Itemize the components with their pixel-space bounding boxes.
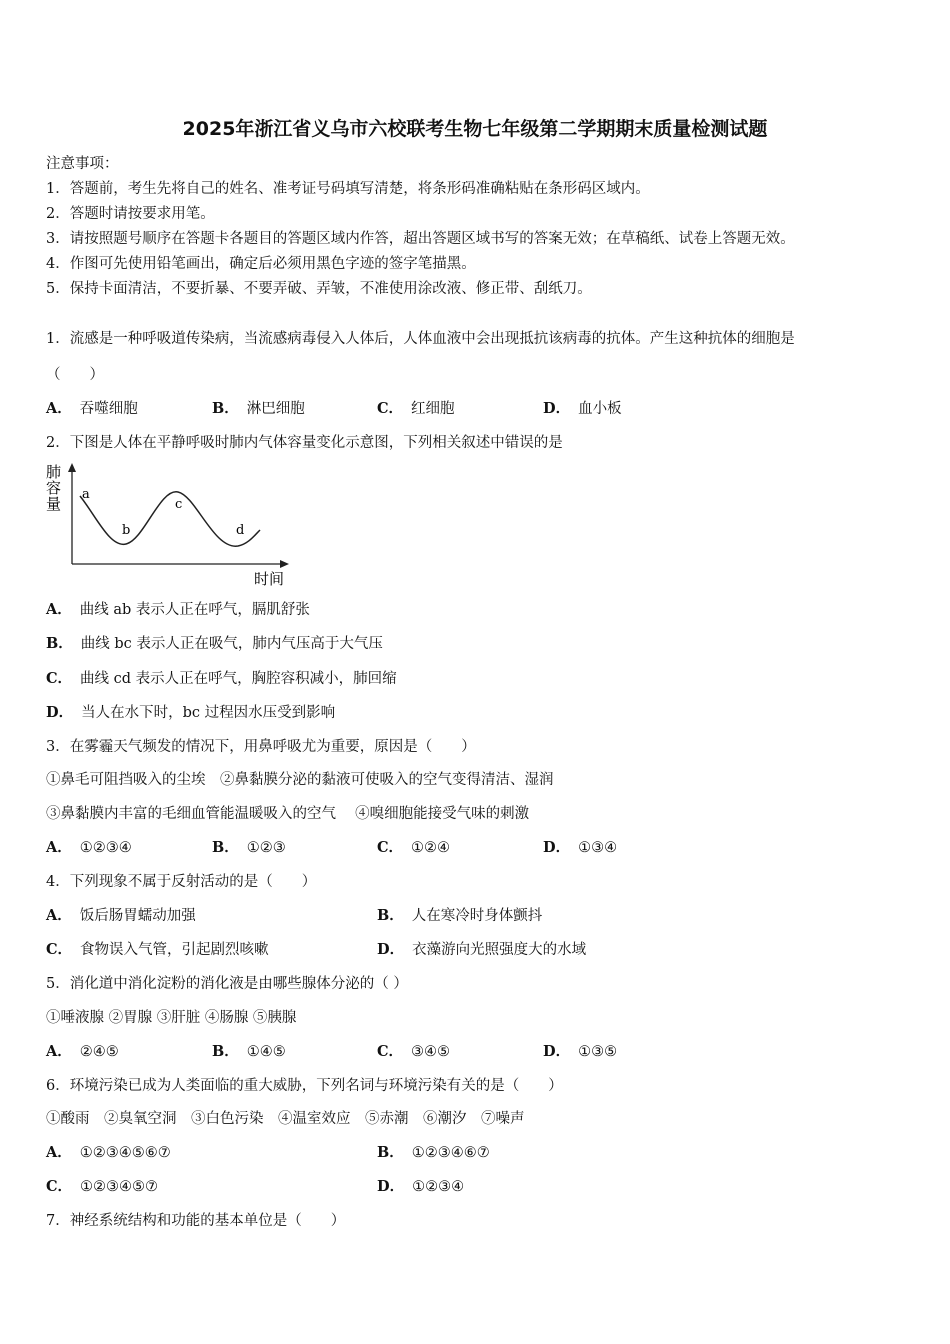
q1-stem-bracket: （ ）	[46, 367, 104, 383]
notice-item-4: 4．作图可先使用铅笔画出，确定后必须用黑色字迹的签字笔描黑。	[46, 256, 476, 272]
q1-option-b: B． 淋巴细胞	[212, 400, 305, 417]
q6-option-c: C． ①②③④⑤⑦	[46, 1178, 159, 1195]
q1-stem: 1．流感是一种呼吸道传染病，当流感病毒侵入人体后，人体血液中会出现抵抗该病毒的抗体。产生这种抗体的细胞是	[46, 331, 795, 347]
notice-item-3: 3．请按照题号顺序在答题卡各题目的答题区域内作答，超出答题区域书写的答案无效；在草稿纸、试卷上答题无效。	[46, 231, 795, 247]
q6-statement-line: ①酸雨 ②臭氧空洞 ③白色污染 ④温室效应 ⑤赤潮 ⑥潮汐 ⑦噪声	[46, 1111, 525, 1127]
q6-option-d: D． ①②③④	[377, 1178, 465, 1195]
q3-option-c: C． ①②④	[377, 839, 451, 856]
ylabel-char-2: 容	[46, 479, 62, 497]
q3-statement-line-2: ③鼻黏膜内丰富的毛细血管能温暖吸入的空气 ④嗅细胞能接受气味的刺激	[46, 806, 530, 822]
point-label-b: b	[122, 523, 131, 538]
q7-stem: 7．神经系统结构和功能的基本单位是（ ）	[46, 1213, 346, 1229]
q2-option-a: A． 曲线 ab 表示人正在呼气，膈肌舒张	[46, 601, 310, 618]
q3-statement-line-1: ①鼻毛可阻挡吸入的尘埃 ②鼻黏膜分泌的黏液可使吸入的空气变得清洁、湿润	[46, 772, 554, 788]
q3-option-d: D． ①③④	[543, 839, 618, 856]
lung-volume-graph	[44, 460, 296, 590]
q5-option-c: C． ③④⑤	[377, 1043, 451, 1060]
q1-option-d: D． 血小板	[543, 400, 622, 417]
q5-option-b: B． ①④⑤	[212, 1043, 286, 1060]
q4-option-d: D． 衣藻游向光照强度大的水域	[377, 941, 587, 958]
xlabel: 时间	[254, 570, 285, 588]
q2-stem: 2．下图是人体在平静呼吸时肺内气体容量变化示意图，下列相关叙述中错误的是	[46, 435, 563, 451]
q4-option-a: A． 饭后肠胃蠕动加强	[46, 907, 196, 924]
q4-option-b: B． 人在寒冷时身体颤抖	[377, 907, 543, 924]
q2-option-b: B． 曲线 bc 表示人正在吸气，肺内气压高于大气压	[46, 635, 383, 652]
q6-option-a: A． ①②③④⑤⑥⑦	[46, 1144, 171, 1161]
q5-option-d: D． ①③⑤	[543, 1043, 618, 1060]
point-label-c: c	[175, 497, 183, 512]
q5-statement-line: ①唾液腺 ②胃腺 ③肝脏 ④肠腺 ⑤胰腺	[46, 1010, 297, 1026]
q6-stem: 6．环境污染已成为人类面临的重大威胁，下列名词与环境污染有关的是（ ）	[46, 1078, 563, 1094]
q2-option-d: D． 当人在水下时，bc 过程因水压受到影响	[46, 704, 336, 721]
q5-option-a: A． ②④⑤	[46, 1043, 119, 1060]
notice-item-2: 2．答题时请按要求用笔。	[46, 206, 215, 222]
q5-stem: 5．消化道中消化淀粉的消化液是由哪些腺体分泌的（ ）	[46, 976, 408, 992]
notice-item-1: 1．答题前，考生先将自己的姓名、准考证号码填写清楚，将条形码准确粘贴在条形码区域内。	[46, 181, 650, 197]
lung-volume-figure	[44, 460, 296, 590]
q1-option-a: A． 吞噬细胞	[46, 400, 138, 417]
q4-option-c: C． 食物误入气管，引起剧烈咳嗽	[46, 941, 269, 958]
point-label-a: a	[82, 487, 90, 502]
q3-stem: 3．在雾霾天气频发的情况下，用鼻呼吸尤为重要，原因是（ ）	[46, 739, 476, 755]
page-title: 2025年浙江省义乌市六校联考生物七年级第二学期期末质量检测试题	[182, 118, 768, 140]
q1-option-c: C． 红细胞	[377, 400, 455, 417]
notice-heading: 注意事项：	[46, 156, 119, 172]
ylabel-char-3: 量	[46, 495, 62, 513]
q6-option-b: B． ①②③④⑥⑦	[377, 1144, 490, 1161]
q3-option-b: B． ①②③	[212, 839, 286, 856]
q4-stem: 4．下列现象不属于反射活动的是（ ）	[46, 874, 317, 890]
notice-item-5: 5．保持卡面清洁，不要折暴、不要弄破、弄皱，不准使用涂改液、修正带、刮纸刀。	[46, 281, 592, 297]
q2-option-c: C． 曲线 cd 表示人正在呼气，胸腔容积减小，肺回缩	[46, 670, 397, 687]
point-label-d: d	[236, 523, 245, 538]
q3-option-a: A． ①②③④	[46, 839, 132, 856]
ylabel-char-1: 肺	[46, 463, 62, 481]
